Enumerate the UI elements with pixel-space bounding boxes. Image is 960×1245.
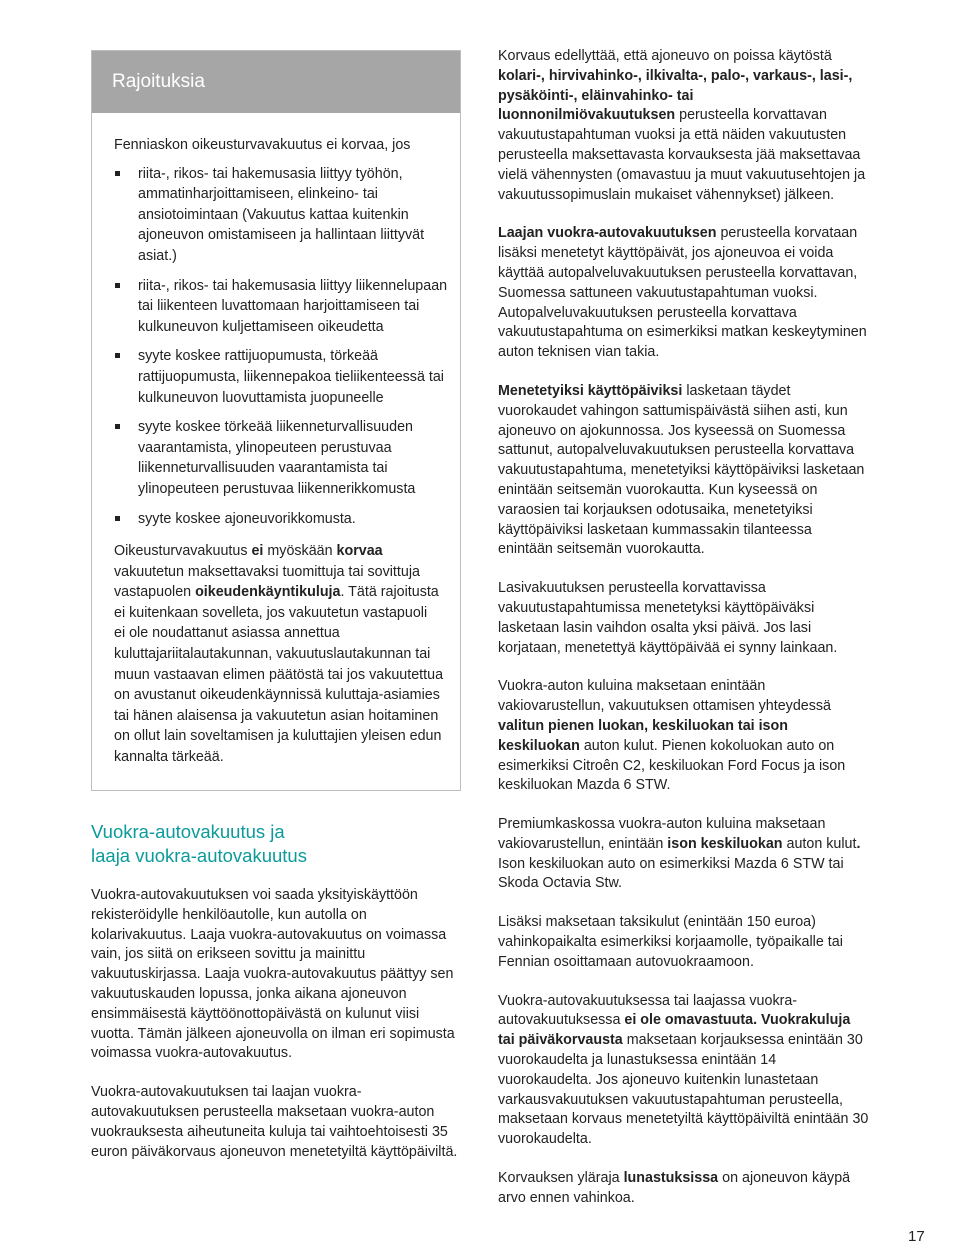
text-run: Oikeusturvavakuutus xyxy=(114,543,252,560)
restrictions-title: Rajoituksia xyxy=(112,71,205,92)
text-run: Korvaus edellyttää, että ajoneuvo on poissa käytöstä xyxy=(498,48,832,64)
text-run: Vuokra-auton kuluina maksetaan enintään vakiovarustellun, vakuutuksen ottamisen yhteydessä xyxy=(498,678,831,715)
bold-text: korvaa xyxy=(336,543,383,560)
list-item: syyte koskee törkeää liikenneturvallisuuden vaarantamista, ylinopeuteen perustuvaa liikenneturvallisuuden vaarantamista tai ylinopeuteen perustuvaa liikennerikkomusta xyxy=(114,417,450,499)
bold-text: oikeudenkäyntikuluja xyxy=(195,584,341,601)
heading-line: laaja vuokra-autovakuutus xyxy=(91,845,307,866)
restrictions-list xyxy=(114,164,450,530)
bold-text: lunastuksissa xyxy=(623,1170,719,1187)
page-number: 17 xyxy=(908,1228,925,1245)
bold-text: Laajan vuokra-autovakuutuksen xyxy=(498,225,717,242)
bold-text: kolari-, hirvivahinko-, ilkivalta-, palo-, varkaus-, lasi-, pysäköinti-, eläinvahinko- tai luonnonilmiövakuutuksen xyxy=(498,67,853,124)
section-heading xyxy=(91,820,466,868)
bold-text: Menetetyiksi käyttöpäiviksi xyxy=(498,382,683,399)
text-run: vakuutetun maksettavaksi tuomittuja tai sovittuja vastapuolen xyxy=(114,563,420,601)
text-run: . Tätä rajoitusta ei kuitenkaan sovelleta, jos vakuutetun vastapuoli xyxy=(114,584,439,621)
paragraph: Lisäksi maksetaan taksikulut (enintään 150 euroa) vahinkopaikalta esimerkiksi korjaamolle, työpaikalle tai Fennian osoittamaan autovuokraamoon. xyxy=(498,914,843,970)
paragraph xyxy=(498,47,870,205)
paragraph: Vuokra-autovakuutuksen voi saada yksityiskäyttöön rekisteröidylle henkilöautolle, kun autolla on kolarivakuutus. Laaja vuokra-autovakuutus on voimassa vain, jos siitä on erikseen sovittu ja mainittu vakuutuskirjassa. Laaja vuokra-autovakuutus päättyy sen vakuutuskauden lopussa, jonka aikana ajoneuvon ensimmäisestä käyttöönottopäivästä on kulunut viisi vuotta. Tämän jälkeen ajoneuvolla on ilman eri sopimusta voimassa vuokra-autovakuutus. xyxy=(91,887,455,1062)
bold-text: ei xyxy=(251,543,264,560)
text-run: ei ole noudattanut asiassa annettua kuluttajariitalautakunnan, vakuutuslautakunnan tai muun vastaavan elimen päätöstä tai jos vakuutettua on avustanut oikeudenkäynnissä kuluttaja-asiamies tai hänen alaisensa ja vakuutetun asian hoitaminen on ollut lain soveltamisen ja kuluttajien yleisen edun kannalta tärkeää. xyxy=(114,625,444,766)
list-item: syyte koskee ajoneuvorikkomusta. xyxy=(114,509,450,530)
paragraph xyxy=(498,992,870,1150)
paragraph: Vuokra-autovakuutuksen tai laajan vuokra-autovakuutuksen perusteella maksetaan vuokra-auton vuokrauksesta aiheutuneita kuluja tai vaihtoehtoisesti 35 euron päiväkorvaus ajoneuvon menetetyiltä käyttöpäiviltä. xyxy=(91,1084,458,1160)
paragraph xyxy=(498,1169,870,1209)
text-run: Ison keskiluokan auto on esimerkiksi Mazda 6 STW tai Skoda Octavia Stw. xyxy=(498,855,844,892)
restrictions-box xyxy=(91,50,461,791)
restrictions-box-body xyxy=(92,113,460,768)
text-run: Premiumkaskossa vuokra-auton kuluina maksetaan vakiovarustellun, enintään xyxy=(498,816,826,852)
text-run: on ajoneuvon käypä arvo ennen vahinkoa. xyxy=(498,1170,851,1206)
text-run: myöskään xyxy=(263,543,337,560)
legal-costs-paragraph xyxy=(114,541,450,768)
list-item: riita-, rikos- tai hakemusasia liittyy liikennelupaan tai liikenteen luvattomaan harjoittamiseen tai kulkuneuvon kuljettamiseen oikeudetta xyxy=(114,276,450,338)
text-run: Korvauksen yläraja xyxy=(498,1170,624,1187)
text-run: perusteella korvataan lisäksi menetetyt käyttöpäivät, jos ajoneuvoa ei voida käyttää autopalveluvakuutuksen perusteella korvattavan, Suomessa sattuneen vakuutustapahtuman vuoksi. Autopalveluvakuutuksen perusteella korvattava vakuutustapahtuma on esimerkiksi matkan keskeytyminen auton teknisen vian takia. xyxy=(498,225,867,361)
bold-text: ison keskiluokan xyxy=(667,835,783,852)
paragraph xyxy=(498,677,870,796)
paragraph xyxy=(498,224,870,363)
bold-text: ei ole omavastuuta. Vuokrakuluja tai päiväkorvausta xyxy=(498,1012,851,1049)
text-run: maksetaan korjauksessa enintään 30 vuorokaudelta ja lunastuksessa enintään 14 vuorokaudelta. Jos ajoneuvo kuitenkin lunastetaan varkausvakuutuksen vakuutustapahtuman perusteella, maksetaan korvaus menetetyiltä käyttöpäiviltä enintään 30 vuorokaudelta. xyxy=(498,1032,869,1148)
bold-text: . xyxy=(856,835,861,852)
paragraph xyxy=(498,815,870,894)
bold-text: valitun pienen luokan, keskiluokan tai ison keskiluokan xyxy=(498,717,788,754)
heading-line: Vuokra-autovakuutus ja xyxy=(91,821,285,842)
right-column xyxy=(498,47,870,1228)
text-run: auton kulut xyxy=(782,835,857,852)
text-run: lasketaan täydet vuorokaudet vahingon sattumispäivästä siihen asti, kun ajoneuvo on ajokunnossa. Jos kyseessä on Suomessa sattunut, autopalveluvakuutuksen perusteella korvattava vakuutustapahtuma, menetetyiksi käyttöpäiviksi lasketaan enintään seitsemän vuorokautta. Kun kyseessä on varaosien tai korjauksen odotusaika, menetetyiksi käyttöpäiviksi lasketaan kummassakin tilanteessa enintään seitsemän vuorokautta. xyxy=(498,382,865,558)
restrictions-box-header xyxy=(92,51,460,113)
rental-car-section xyxy=(91,820,466,1181)
paragraph xyxy=(498,382,870,560)
text-run: perusteella korvattavan vakuutustapahtuman vuoksi ja että näiden vakuutusten perusteella maksettavasta korvauksesta jää maksettavaa vielä vähennysten (omavastuu ja muut vakuutusehtojen ja vakuutussopimuslain mukaiset vähennykset) jälkeen. xyxy=(498,107,866,203)
restrictions-intro: Fenniaskon oikeusturvavakuutus ei korvaa, jos xyxy=(114,137,411,153)
text-run: Vuokra-autovakuutuksessa tai laajassa vuokra-autovakuutuksessa xyxy=(498,992,798,1029)
text-run: auton kulut. Pienen kokoluokan auto on esimerkiksi Citroên C2, keskiluokan Ford Focus ja ison keskiluokan Mazda 6 STW. xyxy=(498,737,846,794)
list-item: riita-, rikos- tai hakemusasia liittyy työhön, ammatinharjoittamiseen, elinkeino- tai ansiotoimintaan (Vakuutus kattaa kuitenkin ajoneuvon omistamiseen ja hallintaan liittyvät asiat.) xyxy=(114,164,450,267)
list-item: syyte koskee rattijuopumusta, törkeää rattijuopumusta, liikennepakoa tieliikenteessä tai kulkuneuvon luovuttamista juopuneelle xyxy=(114,346,450,408)
paragraph: Lasivakuutuksen perusteella korvattavissa vakuutustapahtumissa menetetyksi käyttöpäiväksi lasketaan lasin vaihdon osalta yksi päivä. Jos lasi korjataan, menetettyä käyttöpäivää ei synny lainkaan. xyxy=(498,580,838,656)
